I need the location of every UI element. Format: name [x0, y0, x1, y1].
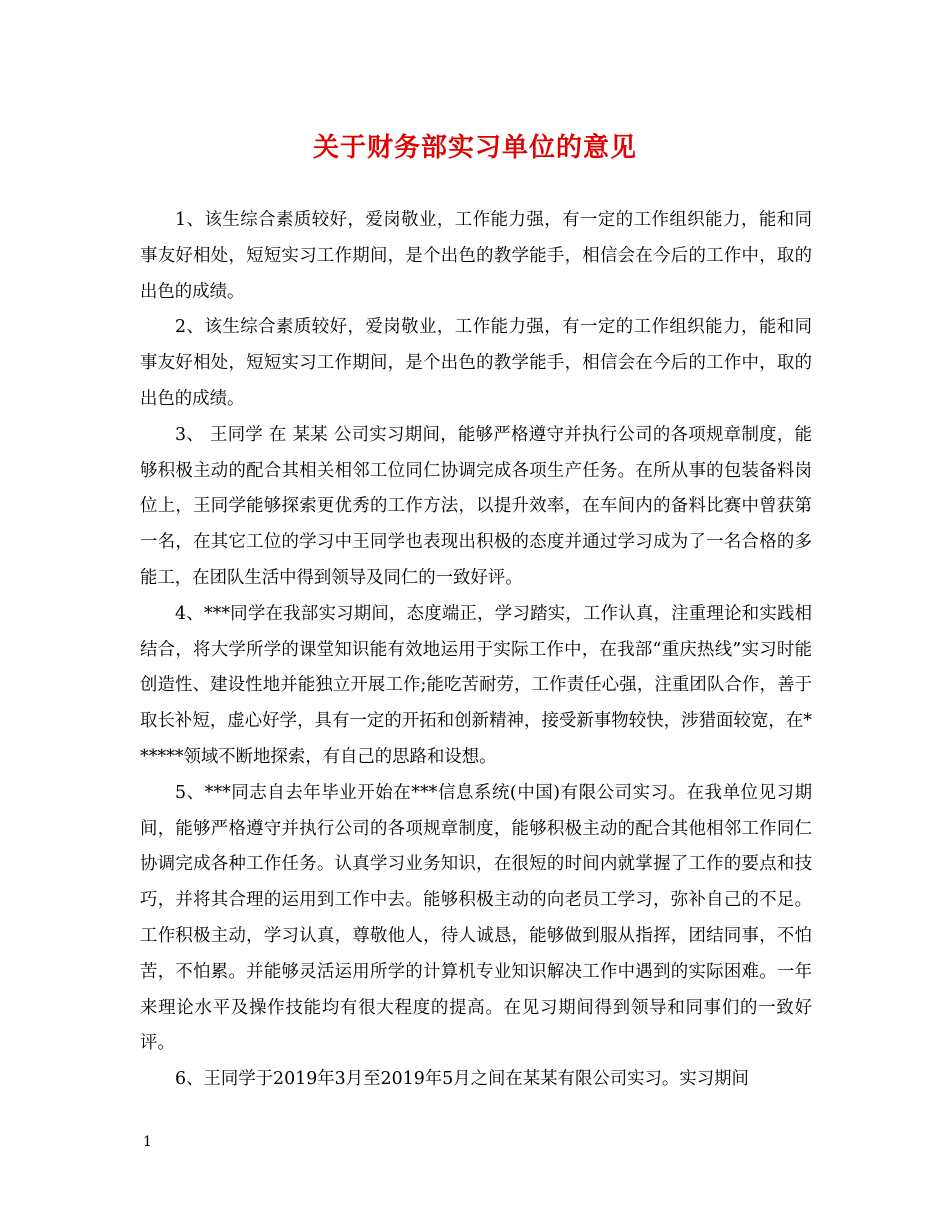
paragraph-3: 3、 王同学 在 某某 公司实习期间，能够严格遵守并执行公司的各项规章制度，能够积极主动的配合其相关相邻工位同仁协调完成各项生产任务。在所从事的包装备料岗位上，王同学能够探索更优秀的工作方法，以提升效率，在车间内的备料比赛中曾获第一名，在其它工位的学习中王同学也表现出积极的态度并通过学习成为了一名合格的多能工，在团队生活中得到领导及同仁的一致好评。: [140, 424, 812, 588]
paragraph-6: 6、王同学于2019年3月至2019年5月之间在某某有限公司实习。实习期间: [175, 1069, 749, 1090]
paragraph-4: 4、***同学在我部实习期间，态度端正，学习踏实，工作认真，注重理论和实践相结合，将大学所学的课堂知识能有效地运用于实际工作中，在我部“重庆热线”实习时能创造性、建设性地并能独立开展工作;能吃苦耐劳，工作责任心强，注重团队合作，善于取长补短，虚心好学，具有一定的开拓和创新精神，接受新事物较快，涉猎面较宽，在******领域不断地探索，有自己的思路和设想。: [140, 603, 812, 767]
paragraph-2: 2、该生综合素质较好，爱岗敬业，工作能力强，有一定的工作组织能力，能和同事友好相处，短短实习工作期间，是个出色的教学能手，相信会在今后的工作中，取的出色的成绩。: [140, 317, 812, 409]
paragraph-1: 1、该生综合素质较好，爱岗敬业，工作能力强，有一定的工作组织能力，能和同事友好相处，短短实习工作期间，是个出色的教学能手，相信会在今后的工作中，取的出色的成绩。: [140, 210, 812, 302]
document-body: [140, 203, 812, 1098]
paragraph-5: 5、***同志自去年毕业开始在***信息系统(中国)有限公司实习。在我单位见习期间，能够严格遵守并执行公司的各项规章制度，能够积极主动的配合其他相邻工作同仁协调完成各种工作任务。认真学习业务知识，在很短的时间内就掌握了工作的要点和技巧，并将其合理的运用到工作中去。能够积极主动的向老员工学习，弥补自己的不足。工作积极主动，学习认真，尊敬他人，待人诚恳，能够做到服从指挥，团结同事，不怕苦，不怕累。并能够灵活运用所学的计算机专业知识解决工作中遇到的实际困难。一年来理论水平及操作技能均有很大程度的提高。在见习期间得到领导和同事们的一致好评。: [140, 782, 812, 1054]
page-number: 1: [143, 1134, 152, 1150]
document-title: 关于财务部实习单位的意见: [312, 133, 637, 163]
